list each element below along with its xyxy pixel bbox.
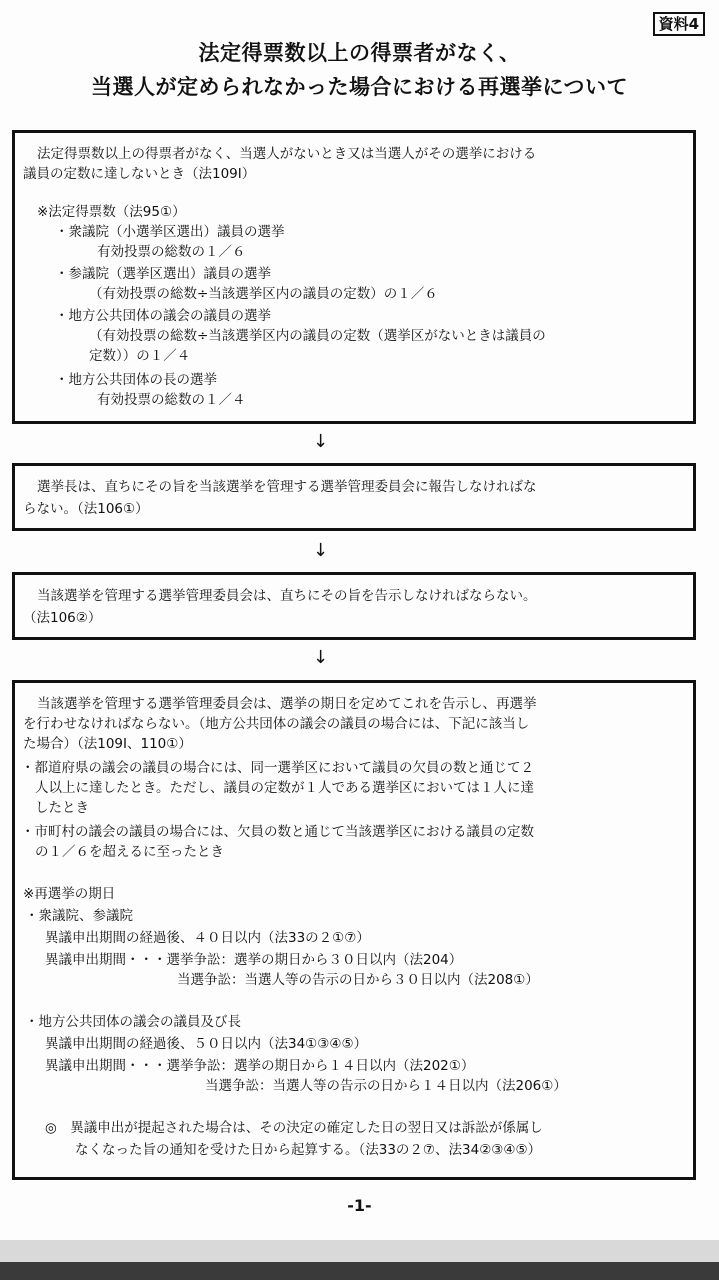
box3-line: （法106②） bbox=[23, 610, 102, 626]
box4-line: 異議申出期間の経過後、４０日以内（法33の２①⑦） bbox=[45, 930, 370, 946]
box4-line: なくなった旨の通知を受けた日から起算する。（法33の２⑦、法34②③④⑤） bbox=[75, 1142, 542, 1158]
page-number: -1- bbox=[347, 1196, 372, 1215]
box4-line: の１／６を超えるに至ったとき bbox=[35, 844, 224, 860]
box4-line: 人以上に達したとき。ただし、議員の定数が１人である選挙区においては１人に達 bbox=[35, 780, 534, 796]
box2-line: 選挙長は、直ちにその旨を当該選挙を管理する選挙管理委員会に報告しなければな bbox=[37, 479, 537, 495]
box4-line: ・都道府県の議会の議員の場合には、同一選挙区において議員の欠員の数と通じて２ bbox=[21, 760, 534, 776]
box4-line: 当選争訟：当選人等の告示の日から３０日以内（法208①） bbox=[177, 972, 539, 988]
box4-line: 当選争訟：当選人等の告示の日から１４日以内（法206①） bbox=[205, 1078, 567, 1094]
box4-line: ◎ 異議申出が提起された場合は、その決定の確定した日の翌日又は訴訟が係属し bbox=[45, 1120, 543, 1136]
box4-line: 異議申出期間・・・選挙争訟：選挙の期日から１４日以内（法202①） bbox=[45, 1058, 475, 1074]
box1-line: ・衆議院（小選挙区選出）議員の選挙 bbox=[55, 224, 285, 240]
box1-line: 有効投票の総数の１／４ bbox=[97, 392, 246, 408]
flow-arrow: ↓ bbox=[313, 647, 329, 668]
box4-line: ※再選挙の期日 bbox=[23, 886, 116, 902]
box1-line: ・参議院（選挙区選出）議員の選挙 bbox=[55, 266, 271, 282]
box2-line: らない。（法106①） bbox=[23, 501, 149, 517]
box4-line: ・市町村の議会の議員の場合には、欠員の数と通じて当該選挙区における議員の定数 bbox=[21, 824, 534, 840]
box1-line: （有効投票の総数÷当該選挙区内の議員の定数）の１／６ bbox=[89, 286, 438, 302]
box1-line: ・地方公共団体の議会の議員の選挙 bbox=[55, 308, 271, 324]
box3-line: 当該選挙を管理する選挙管理委員会は、直ちにその旨を告示しなければならない。 bbox=[37, 588, 537, 604]
document-label: 資料4 bbox=[653, 12, 705, 36]
box4-line: したとき bbox=[35, 800, 89, 816]
viewer-bottom-band bbox=[0, 1240, 719, 1262]
box4-line: 異議申出期間の経過後、５０日以内（法34①③④⑤） bbox=[45, 1036, 368, 1052]
box-re-election bbox=[12, 680, 696, 1180]
box4-line: た場合）（法109Ⅰ、110①） bbox=[23, 736, 192, 752]
box1-line: 議員の定数に達しないとき（法109Ⅰ） bbox=[23, 166, 256, 182]
box1-line: 有効投票の総数の１／６ bbox=[97, 244, 246, 260]
flow-arrow: ↓ bbox=[313, 431, 329, 452]
viewer-bottom-bar bbox=[0, 1262, 719, 1280]
title-line-2: 当選人が定められなかった場合における再選挙について bbox=[90, 75, 629, 99]
title-line-1: 法定得票数以上の得票者がなく、 bbox=[198, 41, 521, 65]
box1-line: 定数））の１／４ bbox=[89, 348, 191, 364]
box4-line: 当該選挙を管理する選挙管理委員会は、選挙の期日を定めてこれを告示し、再選挙 bbox=[37, 696, 537, 712]
box4-line: ・衆議院、参議院 bbox=[25, 908, 133, 924]
box4-line: を行わせなければならない。（地方公共団体の議会の議員の場合には、下記に該当し bbox=[23, 716, 530, 732]
flow-arrow: ↓ bbox=[313, 540, 329, 561]
box4-line: ・地方公共団体の議会の議員及び長 bbox=[25, 1014, 241, 1030]
box4-line: 異議申出期間・・・選挙争訟：選挙の期日から３０日以内（法204） bbox=[45, 952, 463, 968]
box-public-notice bbox=[12, 572, 696, 640]
box-report-to-committee bbox=[12, 463, 696, 531]
box1-line: ・地方公共団体の長の選挙 bbox=[55, 372, 217, 388]
box1-line: 法定得票数以上の得票者がなく、当選人がないとき又は当選人がその選挙における bbox=[37, 146, 537, 162]
box1-line: ※法定得票数（法95①） bbox=[37, 204, 186, 220]
box1-line: （有効投票の総数÷当該選挙区内の議員の定数（選挙区がないときは議員の bbox=[89, 328, 546, 344]
box-no-winner-condition bbox=[12, 130, 696, 424]
